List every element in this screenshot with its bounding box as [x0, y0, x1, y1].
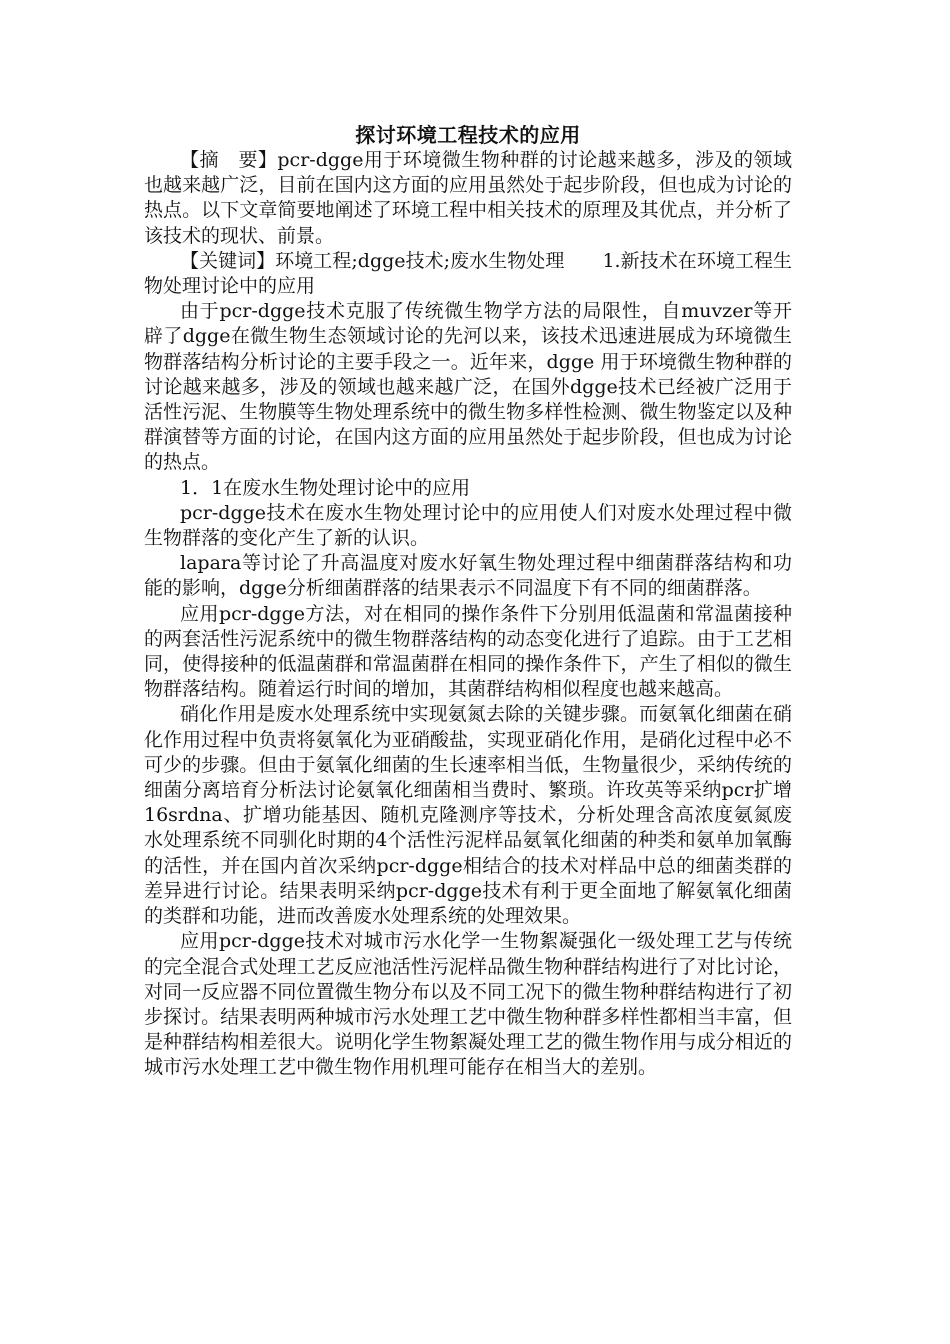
abstract-paragraph: 【摘 要】pcr-dgge用于环境微生物种群的讨论越来越多，涉及的领域也越来越广泛，目前在国内这方面的应用虽然处于起步阶段，但也成为讨论的热点。以下文章简要地阐述了环境工程中相关技术的原理及其优点，并分析了该技术的现状、前景。 — [144, 149, 792, 247]
body-paragraph: pcr-dgge技术在废水生物处理讨论中的应用使人们对废水处理过程中微生物群落的变化产生了新的认识。 — [144, 501, 792, 550]
body-paragraph: 应用pcr-dgge技术对城市污水化学一生物絮凝强化一级处理工艺与传统的完全混合式处理工艺反应池活性污泥样品微生物种群结构进行了对比讨论，对同一反应器不同位置微生物分布以及不同工况下的微生物种群结构进行了初步探讨。结果表明两种城市污水处理工艺中微生物种群多样性都相当丰富，但是种群结构相差很大。说明化学生物絮凝处理工艺的微生物作用与成分相近的城市污水处理工艺中微生物作用机理可能存在相当大的差别。 — [144, 930, 792, 1079]
body-paragraph: 应用pcr-dgge方法，对在相同的操作条件下分别用低温菌和常温菌接种的两套活性污泥系统中的微生物群落结构的动态变化进行了追踪。由于工艺相同，使得接种的低温菌群和常温菌群在相同的操作条件下，产生了相似的微生物群落结构。随着运行时间的增加，其菌群结构相似程度也越来越高。 — [144, 602, 792, 701]
document-title: 探讨环境工程技术的应用 — [355, 123, 581, 147]
document-body — [144, 122, 792, 1081]
keywords-paragraph: 【关键词】环境工程;dgge技术;废水生物处理 1.新技术在环境工程生物处理讨论中的应用 — [144, 249, 792, 298]
body-paragraph: lapara等讨论了升高温度对废水好氧生物处理过程中细菌群落结构和功能的影响，dgge分析细菌群落的结果表示不同温度下有不同的细菌群落。 — [144, 552, 792, 600]
body-paragraph: 硝化作用是废水处理系统中实现氨氮去除的关键步骤。而氨氧化细菌在硝化作用过程中负责将氨氧化为亚硝酸盐，实现亚硝化作用，是硝化过程中必不可少的步骤。但由于氨氧化细菌的生长速率相当低，生物量很少，采纳传统的细菌分离培育分析法讨论氨氧化细菌相当费时、繁琐。许玫英等采纳pcr扩增16srdna、扩增功能基因、随机克隆测序等技术，分析处理含高浓度氨氮废水处理系统不同驯化时期的4个活性污泥样品氨氧化细菌的种类和氨单加氧酶的活性，并在国内首次采纳pcr-dgge相结合的技术对样品中总的细菌类群的差异进行讨论。结果表明采纳pcr-dgge技术有利于更全面地了解氨氧化细菌的类群和功能，进而改善废水处理系统的处理效果。 — [144, 703, 792, 928]
body-paragraph: 由于pcr-dgge技术克服了传统微生物学方法的局限性，自muvzer等开辟了dgge在微生物生态领域讨论的先河以来，该技术迅速进展成为环境微生物群落结构分析讨论的主要手段之一。近年来，dgge 用于环境微生物种群的讨论越来越多，涉及的领域也越来越广泛，在国外dgge技术已经被广泛用于活性污泥、生物膜等生物处理系统中的微生物多样性检测、微生物鉴定以及种群演替等方面的讨论，在国内这方面的应用虽然处于起步阶段，但也成为讨论的热点。 — [144, 300, 792, 474]
section-heading: 1．1在废水生物处理讨论中的应用 — [180, 476, 471, 499]
